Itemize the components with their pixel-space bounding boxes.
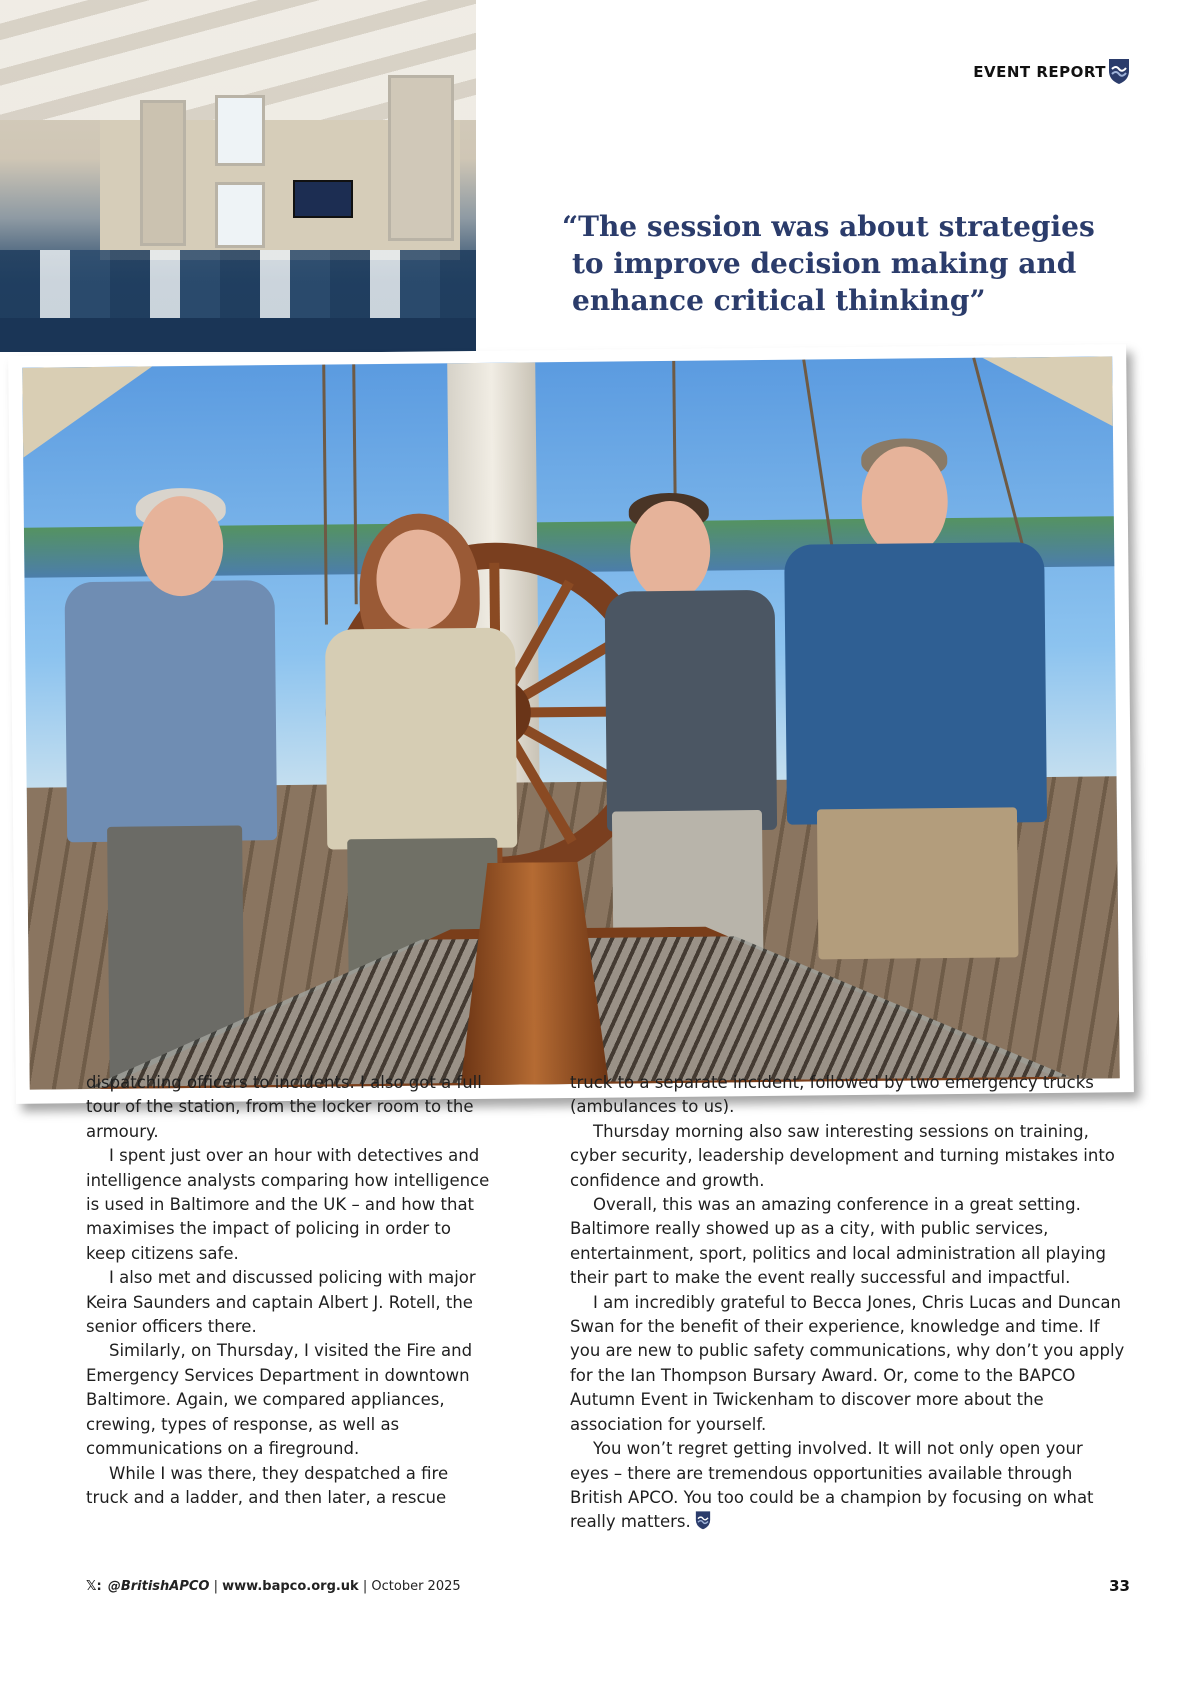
bapco-shield-icon	[695, 1510, 711, 1530]
footer-separator: |	[213, 1579, 218, 1594]
paragraph: Similarly, on Thursday, I visited the Fire and Emergency Services Department in downtown Baltimore. Again, we compared appliances, crewing, types of response, as well as communications on a fireground.	[86, 1341, 473, 1459]
section-label: EVENT REPORT	[973, 63, 1106, 81]
paragraph: I am incredibly grateful to Becca Jones, Chris Lucas and Duncan Swan for the benefit of their experience, knowledge and time. If you are new to public safety communications, why don’t you apply for the Ian Thompson Bursary Award. Or, come to the BAPCO Autumn Event in Twickenham to discover more about the association for yourself.	[570, 1292, 1125, 1434]
wall-tv	[293, 180, 353, 218]
x-social-icon: 𝕏:	[86, 1579, 102, 1594]
pull-quote-line: to improve decision making and	[572, 247, 1077, 280]
pull-quote-line: “The session was about strategies	[562, 210, 1095, 243]
footer-separator: |	[362, 1579, 368, 1594]
paragraph: Overall, this was an amazing conference in a great setting. Baltimore really showed up as a city, with public services, entertainment, sport, politics and local administration all playing their part to make the event really successful and impactful.	[570, 1195, 1106, 1288]
right-column	[570, 1071, 1126, 1535]
paragraph-final	[570, 1437, 1126, 1535]
ship-deck-photo-frame	[8, 344, 1134, 1104]
paragraph: dispatching officers to incidents. I also got a full tour of the station, from the locker room to the armoury.	[86, 1073, 482, 1141]
website-link[interactable]: www.bapco.org.uk	[222, 1579, 359, 1594]
paragraph: I also met and discussed policing with major Keira Saunders and captain Albert J. Rotell, the senior officers there.	[86, 1268, 476, 1337]
pull-quote	[562, 208, 1122, 319]
dispatch-room-photo	[0, 0, 476, 352]
paragraph: truck to a separate incident, followed by two emergency trucks (ambulances to us).	[570, 1073, 1094, 1117]
footer	[86, 1579, 461, 1594]
ship-deck-photo	[22, 356, 1120, 1089]
left-column	[86, 1071, 492, 1510]
paragraph: Thursday morning also saw interesting sessions on training, cyber security, leadership development and turning mistakes into confidence and growth.	[570, 1121, 1115, 1190]
paragraph-final-text: You won’t regret getting involved. It will not only open your eyes – there are tremendous opportunities available through British APCO. You too could be a champion by focusing on what really matters.	[570, 1439, 1094, 1532]
issue-date: October 2025	[371, 1579, 461, 1594]
paragraph: I spent just over an hour with detectives and intelligence analysts comparing how intelligence is used in Baltimore and the UK – and how that maximises the impact of policing in order to keep citizens safe.	[86, 1146, 490, 1263]
paragraph: While I was there, they despatched a fire truck and a ladder, and then later, a rescue	[86, 1463, 449, 1507]
pull-quote-line: enhance critical thinking”	[572, 284, 986, 317]
page-number: 33	[1109, 1577, 1130, 1595]
social-handle[interactable]: @BritishAPCO	[107, 1579, 210, 1594]
bapco-shield-icon	[1108, 57, 1130, 85]
